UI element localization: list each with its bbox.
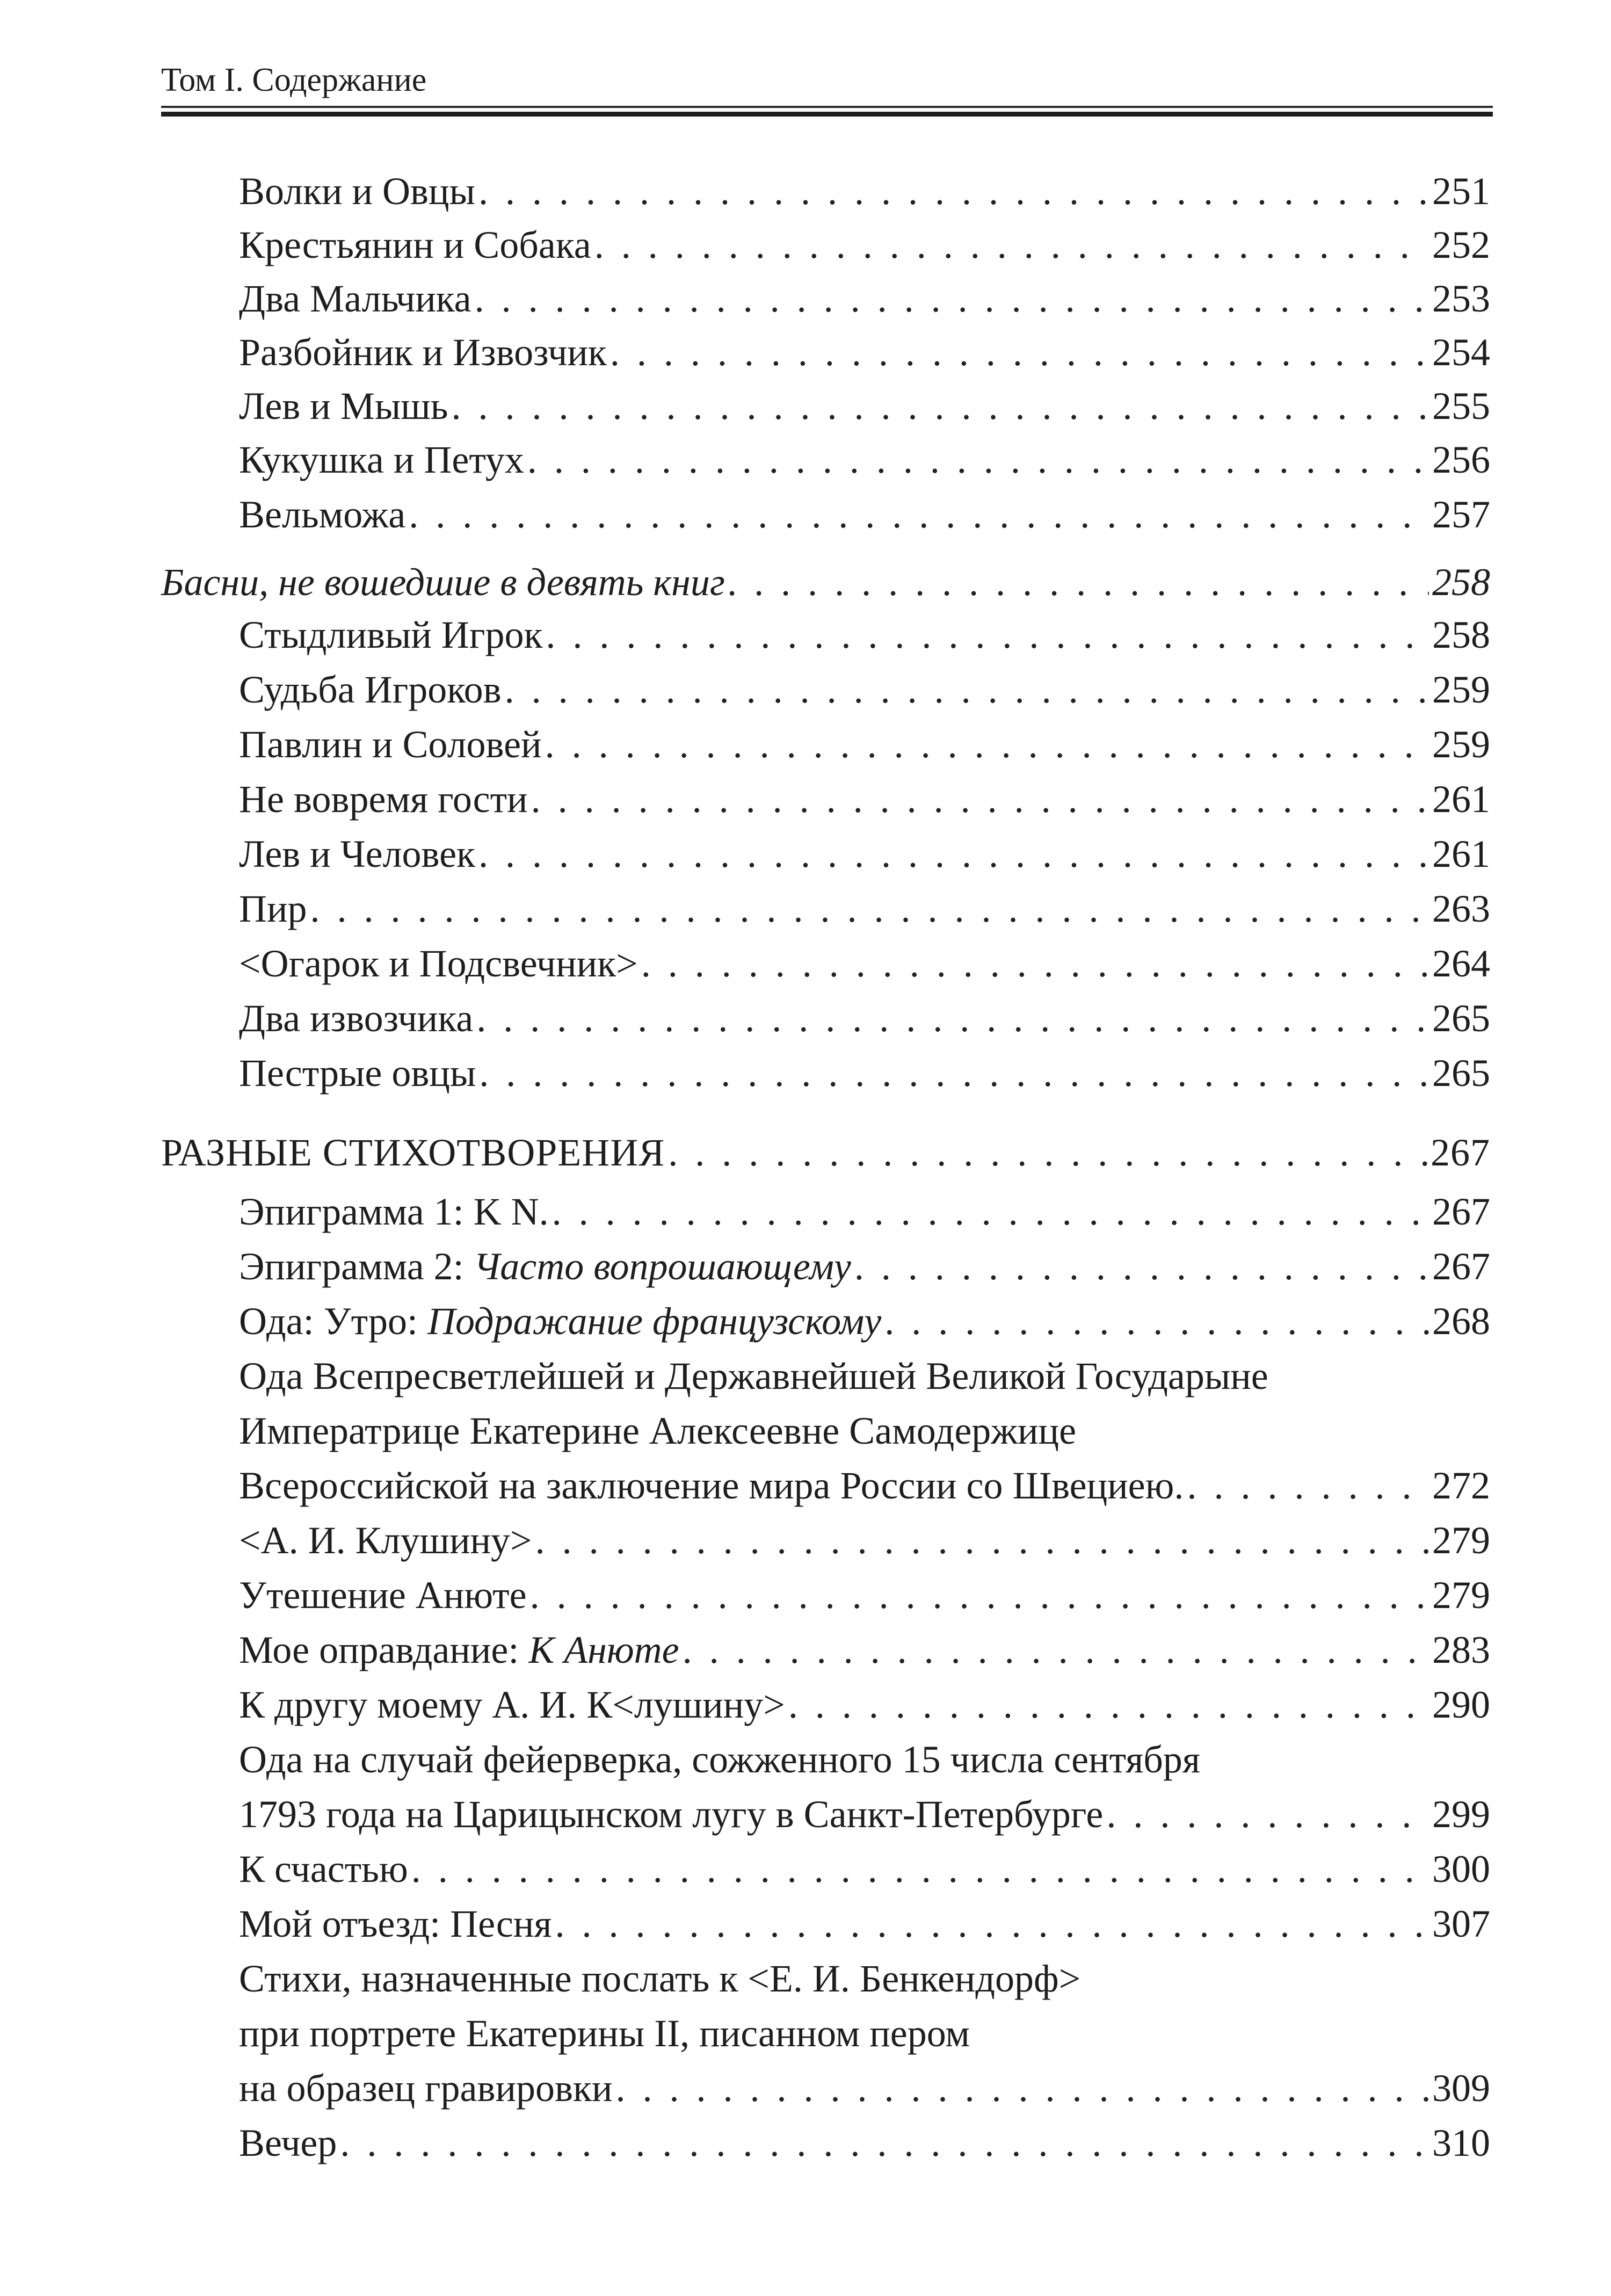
toc-page-number: 283 bbox=[1432, 1628, 1490, 1671]
toc-line bbox=[239, 944, 1490, 983]
toc-line bbox=[239, 1052, 1490, 1095]
toc-title-text: Павлин и Соловей bbox=[239, 723, 542, 766]
toc-title-text: Стыдливый Игрок bbox=[239, 613, 543, 656]
toc-title-text: Вельможа bbox=[239, 493, 406, 536]
toc-title-italic: Часто вопрошающему bbox=[473, 1245, 851, 1288]
toc-entry bbox=[239, 1054, 1490, 1109]
toc-title-text: Ода на случай фейерверка, сожженного 15 числа сентября bbox=[239, 1738, 1200, 1781]
dot-leader bbox=[610, 333, 1429, 372]
toc-line bbox=[239, 1192, 1490, 1231]
toc-line bbox=[239, 172, 1490, 211]
toc-entry bbox=[239, 832, 1490, 889]
dot-leader bbox=[479, 1054, 1429, 1092]
toc-entry bbox=[239, 1740, 1490, 1850]
toc-title bbox=[239, 1357, 1268, 1395]
toc-entry bbox=[239, 889, 1490, 944]
toc-title bbox=[239, 1411, 1076, 1450]
toc-title-text: Стихи, назначенные послать к <Е. И. Бенкендорф> bbox=[239, 1957, 1081, 2000]
toc-page-number: 265 bbox=[1432, 997, 1490, 1040]
toc-page-number: 264 bbox=[1432, 942, 1490, 985]
toc-title bbox=[239, 2067, 613, 2110]
toc-page-number: 258 bbox=[1432, 561, 1490, 604]
toc-title bbox=[239, 440, 524, 479]
toc-title-text: на образец гравировки bbox=[239, 2067, 613, 2110]
toc-title-text: Волки и Овцы bbox=[239, 170, 475, 213]
toc-page-number: 267 bbox=[1432, 1190, 1490, 1233]
toc-title bbox=[239, 1302, 881, 1341]
toc-entry bbox=[239, 1959, 1490, 2124]
toc-line bbox=[161, 563, 1490, 602]
dot-leader bbox=[1187, 1466, 1429, 1505]
toc-line bbox=[239, 1247, 1490, 1286]
toc-title bbox=[239, 2014, 970, 2053]
toc-entry bbox=[239, 172, 1490, 227]
toc-page-number: 310 bbox=[1432, 2121, 1490, 2164]
toc-title-text: Вечер bbox=[239, 2121, 337, 2164]
toc-entry bbox=[239, 1685, 1490, 1740]
toc-title bbox=[239, 1848, 408, 1891]
toc-title-text: РАЗНЫЕ СТИХОТВОРЕНИЯ bbox=[161, 1131, 665, 1174]
toc-page-number: 259 bbox=[1432, 723, 1490, 766]
toc-page-number: 261 bbox=[1432, 832, 1490, 875]
toc-line bbox=[239, 1411, 1490, 1450]
toc-page-number: 259 bbox=[1432, 668, 1490, 711]
toc-title bbox=[161, 1133, 665, 1172]
toc-entry bbox=[239, 725, 1490, 780]
toc-line bbox=[239, 2067, 1490, 2110]
toc-title bbox=[239, 279, 471, 318]
toc-title bbox=[239, 1052, 476, 1095]
toc-page-number: 253 bbox=[1432, 277, 1490, 320]
toc-line bbox=[239, 999, 1490, 1038]
toc-title bbox=[239, 999, 473, 1038]
toc-title-text: <А. И. Клушину> bbox=[239, 1519, 532, 1562]
toc-title bbox=[239, 889, 307, 928]
toc-title-text: Всероссийской на заключение мира России со Швециею. bbox=[239, 1464, 1184, 1507]
toc-line bbox=[239, 495, 1490, 534]
dot-leader bbox=[545, 725, 1429, 764]
toc-line bbox=[239, 780, 1490, 819]
toc-title-text: <Огарок и Подсвечник> bbox=[239, 942, 638, 985]
toc-line bbox=[239, 223, 1490, 266]
toc-title bbox=[239, 172, 475, 211]
toc-title-text: К счастью bbox=[239, 1848, 408, 1891]
toc-line bbox=[239, 385, 1490, 428]
dot-leader bbox=[478, 835, 1429, 873]
toc-title-text: Крестьянин и Собака bbox=[239, 223, 591, 266]
toc-line bbox=[239, 279, 1490, 318]
dot-leader bbox=[452, 387, 1429, 425]
toc-page-number: 279 bbox=[1432, 1519, 1490, 1562]
dot-leader bbox=[854, 1247, 1429, 1286]
toc-title-text: Эпиграмма 2: bbox=[239, 1245, 474, 1288]
toc-title-text: Пир bbox=[239, 887, 307, 930]
toc-title bbox=[239, 944, 638, 983]
toc-page-number: 252 bbox=[1432, 223, 1490, 266]
dot-leader bbox=[546, 615, 1429, 654]
toc-title bbox=[239, 1959, 1080, 1998]
dot-leader bbox=[728, 563, 1429, 602]
dot-leader bbox=[409, 495, 1429, 534]
toc-page-number: 261 bbox=[1432, 778, 1490, 821]
toc-entry bbox=[239, 615, 1490, 670]
toc-title bbox=[239, 385, 448, 428]
toc-title bbox=[239, 495, 405, 534]
dot-leader bbox=[411, 1850, 1429, 1888]
toc-line bbox=[239, 1357, 1490, 1395]
toc-title-text: Императрице Екатерине Алексеевне Самодержице bbox=[239, 1409, 1077, 1452]
toc-line bbox=[161, 1133, 1490, 1172]
toc-title-text: при портрете Екатерины II, писанном пером bbox=[239, 2012, 970, 2055]
toc-title-text: Лев и Человек bbox=[239, 832, 476, 875]
toc-entry bbox=[239, 387, 1490, 441]
toc-entry bbox=[239, 1302, 1490, 1357]
dot-leader bbox=[475, 279, 1429, 318]
toc-entry bbox=[239, 495, 1490, 550]
toc-entry bbox=[239, 333, 1490, 388]
toc-title-text: К другу моему А. И. К<лушину> bbox=[239, 1683, 785, 1726]
dot-leader bbox=[310, 889, 1429, 928]
toc-entry bbox=[239, 1576, 1490, 1631]
toc-title-text: Кукушка и Петух bbox=[239, 438, 524, 481]
dot-leader bbox=[884, 1302, 1429, 1341]
toc-title-text: Пестрые овцы bbox=[239, 1052, 476, 1095]
toc-entry bbox=[239, 1357, 1490, 1521]
toc-entry bbox=[239, 780, 1490, 835]
toc-entry bbox=[161, 563, 1490, 618]
toc-page-number: 267 bbox=[1432, 1245, 1490, 1288]
toc-title-text: Разбойник и Извозчик bbox=[239, 331, 607, 374]
toc-title bbox=[239, 1521, 532, 1560]
toc-title bbox=[239, 832, 476, 875]
dot-leader bbox=[683, 1631, 1429, 1669]
toc-title bbox=[239, 1574, 527, 1617]
toc-title bbox=[239, 1685, 785, 1724]
toc-page-number: 265 bbox=[1432, 1052, 1490, 1095]
dot-leader bbox=[641, 944, 1429, 983]
toc-title-text: Ода: Утро: bbox=[239, 1300, 427, 1343]
toc-entry bbox=[239, 1904, 1490, 1959]
toc-title-text: Утешение Анюте bbox=[239, 1574, 527, 1617]
toc-page-number: 256 bbox=[1432, 438, 1490, 481]
toc-entry bbox=[161, 1133, 1490, 1188]
dot-leader bbox=[1106, 1795, 1429, 1834]
toc-title-italic: Подражание французскому bbox=[427, 1300, 882, 1343]
toc-title-text: Басни, не вошедшие в девять книг bbox=[161, 561, 725, 604]
toc-page-number: 251 bbox=[1432, 170, 1490, 213]
toc-line bbox=[239, 1904, 1490, 1943]
dot-leader bbox=[340, 2124, 1429, 2162]
toc-line bbox=[239, 615, 1490, 654]
dot-leader bbox=[555, 1904, 1429, 1943]
toc-title bbox=[239, 670, 502, 709]
toc-title bbox=[239, 780, 528, 819]
toc-title-text: Два Мальчика bbox=[239, 277, 471, 320]
toc-title bbox=[239, 333, 607, 372]
toc-title-text: Судьба Игроков bbox=[239, 668, 502, 711]
toc-line bbox=[239, 1685, 1490, 1724]
dot-leader bbox=[530, 1576, 1429, 1614]
toc-line bbox=[239, 1959, 1490, 1998]
dot-leader bbox=[668, 1133, 1427, 1172]
toc-entry bbox=[239, 1192, 1490, 1247]
toc-entry bbox=[239, 999, 1490, 1054]
toc-page-number: 309 bbox=[1432, 2067, 1490, 2110]
toc-entry bbox=[239, 2121, 1490, 2178]
toc-entry bbox=[239, 279, 1490, 334]
dot-leader bbox=[552, 1192, 1429, 1231]
toc-line bbox=[239, 1628, 1490, 1671]
toc-line bbox=[239, 1740, 1490, 1779]
toc-page-number: 267 bbox=[1431, 1131, 1490, 1174]
toc-line bbox=[239, 2014, 1490, 2053]
dot-leader bbox=[505, 670, 1429, 709]
toc-line bbox=[239, 1574, 1490, 1617]
toc-entry bbox=[239, 1247, 1490, 1302]
toc-entry bbox=[239, 670, 1490, 725]
toc-page-number: 268 bbox=[1432, 1300, 1490, 1343]
toc-line bbox=[239, 2121, 1490, 2164]
toc-line bbox=[239, 670, 1490, 709]
dot-leader bbox=[616, 2069, 1429, 2107]
dot-leader bbox=[527, 440, 1429, 479]
toc-line bbox=[239, 1795, 1490, 1834]
toc-line bbox=[239, 725, 1490, 764]
toc-page-number: 290 bbox=[1432, 1683, 1490, 1726]
toc-entry bbox=[239, 1850, 1490, 1904]
dot-leader bbox=[531, 780, 1429, 819]
toc-page-number: 300 bbox=[1432, 1848, 1490, 1891]
toc-entry bbox=[239, 944, 1490, 999]
toc-page-number: 299 bbox=[1432, 1793, 1490, 1836]
toc-title bbox=[239, 1795, 1103, 1834]
toc-page-number: 307 bbox=[1432, 1902, 1490, 1945]
toc-title-italic: К Анюте bbox=[528, 1628, 679, 1671]
toc-line bbox=[239, 889, 1490, 928]
toc-page-number: 272 bbox=[1432, 1464, 1490, 1507]
toc-title bbox=[239, 223, 591, 266]
toc-entry bbox=[239, 440, 1490, 495]
toc-line bbox=[239, 1466, 1490, 1505]
toc-title bbox=[239, 2121, 337, 2164]
toc-title-text: Мой отъезд: Песня bbox=[239, 1902, 552, 1945]
toc-line bbox=[239, 1848, 1490, 1891]
dot-leader bbox=[478, 172, 1429, 211]
toc-title-text: Не вовремя гости bbox=[239, 778, 528, 821]
toc-title bbox=[239, 1192, 549, 1231]
toc-entry bbox=[239, 1521, 1490, 1576]
dot-leader bbox=[594, 226, 1429, 264]
toc-page-number: 254 bbox=[1432, 331, 1490, 374]
toc-title bbox=[239, 1740, 1200, 1779]
toc-title-text: Два извозчика bbox=[239, 997, 474, 1040]
toc-page-number: 263 bbox=[1432, 887, 1490, 930]
toc-title bbox=[239, 1466, 1184, 1505]
toc-entry bbox=[239, 223, 1490, 280]
dot-leader bbox=[476, 999, 1429, 1038]
toc-line bbox=[239, 1302, 1490, 1341]
toc-title bbox=[239, 725, 542, 764]
toc-page-number: 279 bbox=[1432, 1574, 1490, 1617]
dot-leader bbox=[535, 1521, 1429, 1560]
toc-title-text: Эпиграмма 1: K N. bbox=[239, 1190, 549, 1233]
toc-title-text: Ода Всепресветлейшей и Державнейшей Великой Государыне bbox=[239, 1355, 1268, 1397]
toc-title-text: Мое оправдание: bbox=[239, 1628, 529, 1671]
toc-title bbox=[239, 1628, 679, 1671]
toc-title bbox=[239, 1247, 851, 1286]
toc-line bbox=[239, 832, 1490, 875]
toc-title bbox=[161, 563, 725, 602]
toc-line bbox=[239, 333, 1490, 372]
toc-title bbox=[239, 1904, 551, 1943]
toc-line bbox=[239, 440, 1490, 479]
toc-entry bbox=[239, 1628, 1490, 1685]
toc-line bbox=[239, 1521, 1490, 1560]
dot-leader bbox=[788, 1685, 1429, 1724]
toc-title-text: 1793 года на Царицынском лугу в Санкт-Петербурге bbox=[239, 1793, 1104, 1836]
toc-page-number: 257 bbox=[1432, 493, 1490, 536]
toc-page-number: 258 bbox=[1432, 613, 1490, 656]
running-head: Том I. Содержание bbox=[161, 62, 427, 98]
toc-title bbox=[239, 615, 542, 654]
toc-page-number: 255 bbox=[1432, 385, 1490, 428]
toc-title-text: Лев и Мышь bbox=[239, 385, 448, 428]
